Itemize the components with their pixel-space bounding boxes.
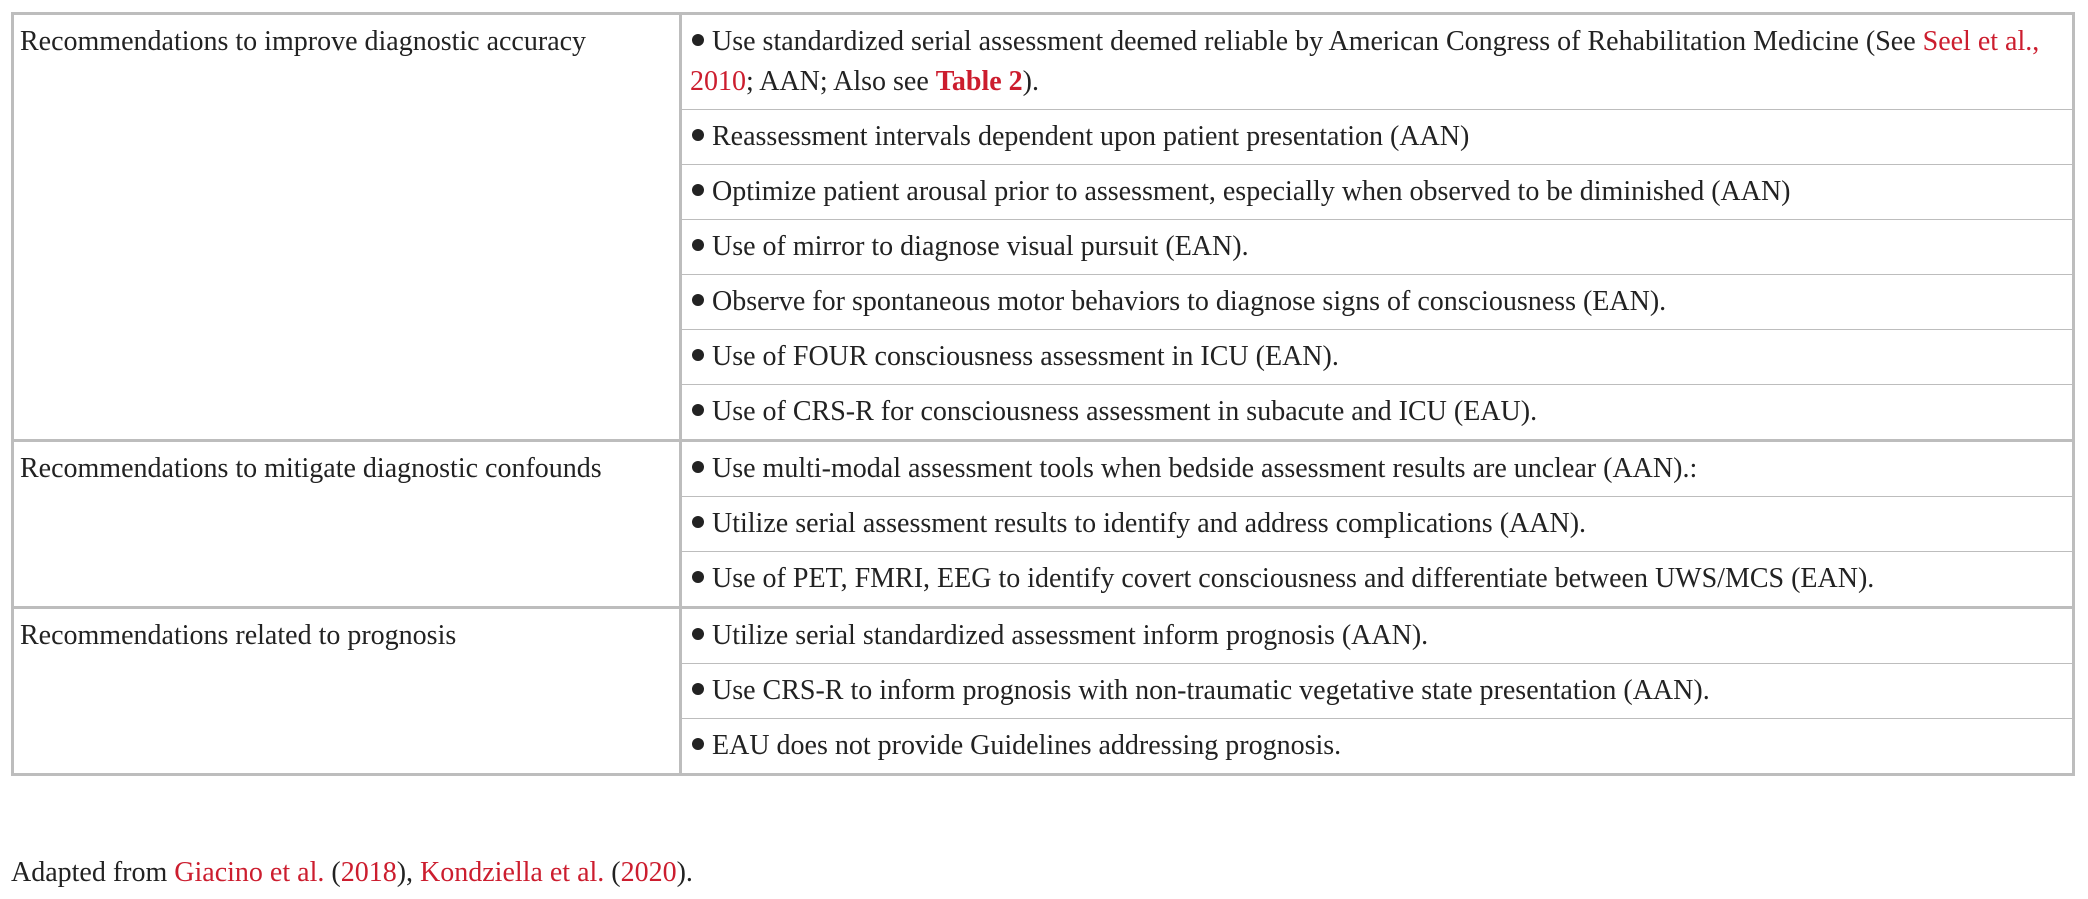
table-row: [13, 441, 2074, 497]
category-label: Recommendations to mitigate diagnostic confounds: [20, 453, 602, 484]
category-cell: [13, 608, 681, 775]
recommendation-cell: [681, 664, 2074, 719]
recommendation-text: ; AAN; Also see: [746, 66, 936, 97]
citation-link[interactable]: Seel et al., 2010: [690, 26, 2040, 97]
footnote-prefix: Adapted from: [11, 857, 175, 888]
category-cell: [13, 441, 681, 608]
recommendation-cell: [681, 385, 2074, 441]
bullet-icon: [692, 571, 704, 583]
recommendation-text: Use standardized serial assessment deemed reliable by American Congress of Rehabilitation Medicine (See: [712, 26, 1923, 57]
recommendation-text: Use of PET, FMRI, EEG to identify covert consciousness and differentiate between UWS/MCS (EAN).: [712, 563, 1875, 594]
recommendation-cell: [681, 220, 2074, 275]
recommendation-text: Use of mirror to diagnose visual pursuit (EAN).: [712, 231, 1249, 262]
table-link[interactable]: Table 2: [935, 66, 1023, 97]
recommendation-text: Use CRS-R to inform prognosis with non-traumatic vegetative state presentation (AAN).: [712, 675, 1710, 706]
bullet-icon: [692, 404, 704, 416]
footnote-suffix: ).: [676, 857, 693, 888]
bullet-icon: [692, 516, 704, 528]
recommendation-text: Reassessment intervals dependent upon patient presentation (AAN): [712, 121, 1470, 152]
recommendation-text: Use of CRS-R for consciousness assessment in subacute and ICU (EAU).: [712, 396, 1538, 427]
bullet-icon: [692, 129, 704, 141]
citation-year-link-2018[interactable]: 2018: [340, 857, 397, 888]
recommendation-cell: [681, 14, 2074, 110]
recommendation-cell: [681, 719, 2074, 775]
recommendation-text: ).: [1022, 66, 1039, 97]
table-row: [13, 608, 2074, 664]
bullet-icon: [692, 239, 704, 251]
recommendation-cell: [681, 330, 2074, 385]
bullet-icon: [692, 738, 704, 750]
bullet-icon: [692, 349, 704, 361]
bullet-icon: [692, 184, 704, 196]
table-row: [13, 14, 2074, 110]
recommendation-cell: [681, 441, 2074, 497]
bullet-icon: [692, 683, 704, 695]
category-label: Recommendations to improve diagnostic accuracy: [20, 26, 587, 57]
recommendation-text: Utilize serial assessment results to identify and address complications (AAN).: [712, 508, 1587, 539]
bullet-icon: [692, 628, 704, 640]
citation-link-kondziella[interactable]: Kondziella et al.: [420, 857, 605, 888]
recommendation-cell: [681, 552, 2074, 608]
bullet-icon: [692, 34, 704, 46]
recommendation-text: Use multi-modal assessment tools when bedside assessment results are unclear (AAN).:: [712, 453, 1698, 484]
recommendation-cell: [681, 497, 2074, 552]
category-label: Recommendations related to prognosis: [20, 620, 457, 651]
recommendation-text: EAU does not provide Guidelines addressing prognosis.: [712, 730, 1342, 761]
table-footnote: Adapted from Giacino et al. (2018), Kondziella et al. (2020).: [11, 857, 693, 888]
citation-year-link-2020[interactable]: 2020: [620, 857, 677, 888]
footnote-separator: ),: [396, 857, 421, 888]
recommendation-text: Observe for spontaneous motor behaviors to diagnose signs of consciousness (EAN).: [712, 286, 1667, 317]
recommendation-text: Optimize patient arousal prior to assessment, especially when observed to be diminished (AAN): [712, 176, 1791, 207]
category-cell: [13, 14, 681, 441]
recommendation-text: Use of FOUR consciousness assessment in ICU (EAN).: [712, 341, 1339, 372]
bullet-icon: [692, 461, 704, 473]
recommendation-cell: [681, 608, 2074, 664]
recommendation-text: Utilize serial standardized assessment inform prognosis (AAN).: [712, 620, 1429, 651]
recommendation-cell: [681, 275, 2074, 330]
recommendations-table: [11, 12, 2075, 776]
bullet-icon: [692, 294, 704, 306]
recommendation-cell: [681, 110, 2074, 165]
recommendations-table-container: [11, 12, 2075, 776]
citation-link-giacino[interactable]: Giacino et al.: [174, 857, 325, 888]
recommendation-cell: [681, 165, 2074, 220]
